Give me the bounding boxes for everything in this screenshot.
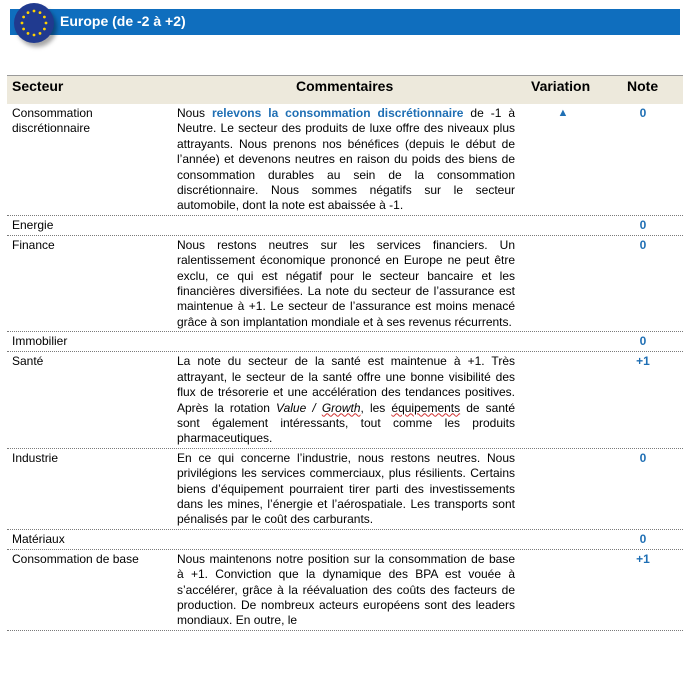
sector-name: Santé bbox=[12, 354, 44, 369]
sector-comment bbox=[177, 332, 515, 351]
sector-note: +1 bbox=[636, 551, 650, 566]
sector-comment: La note du secteur de la santé est maintenue à +1. Très attrayant, le secteur de la santé offre une bonne visibilité des flux de trésorerie et une accélération des tendances positives. Après la rotation Value / Growth, les équipements de santé sont également intéressants, tout comme les produits pharmaceutiques. bbox=[177, 354, 516, 446]
sector-note: 0 bbox=[639, 450, 647, 465]
eu-flag-icon bbox=[14, 3, 54, 43]
table-row bbox=[7, 530, 683, 550]
sector-name: Immobilier bbox=[12, 334, 68, 349]
table-row bbox=[7, 550, 683, 631]
sector-name: Consommation de base bbox=[12, 551, 139, 566]
sector-name: Industrie bbox=[12, 450, 59, 465]
sector-comment: Nous relevons la consommation discrétionnaire de -1 à Neutre. Le secteur des produits de luxe offre des niveaux plus attrayants. Nous prenons nos bénéfices (depuis le début de l’année) et devenons neutres en raison du poids des biens de consommation durables au sein de la consommation discrétionnaire. Nous sommes négatifs sur le secteur automobile, dont la note est abaissée à -1. bbox=[177, 106, 515, 213]
sector-name: Energie bbox=[12, 217, 54, 232]
sector-note: +1 bbox=[636, 354, 650, 369]
sector-comment: Nous restons neutres sur les services financiers. Un ralentissement économique prononcé en Europe ne peut être exclu, ce qui est négatif pour le secteur bancaire et les financières diversifiées. La note du secteur de l’assurance est maintenue à +1. Le secteur de l’assurance est moins menacé grâce à son implantation mondiale et à ses revenus récurrents. bbox=[177, 237, 515, 329]
header-note: Note bbox=[627, 78, 659, 94]
page-title: Europe (de -2 à +2) bbox=[60, 13, 186, 29]
table-row bbox=[7, 449, 683, 530]
sector-name: Matériaux bbox=[12, 531, 65, 546]
table-row bbox=[7, 104, 683, 216]
comment-highlight: relevons la consommation discrétionnaire bbox=[211, 106, 464, 120]
sector-name: Finance bbox=[12, 237, 55, 252]
sector-comment bbox=[177, 530, 515, 549]
header-variation: Variation bbox=[531, 78, 591, 94]
sector-comment: En ce qui concerne l’industrie, nous restons neutres. Nous privilégions les services commerciaux, plus résilients. Certains biens d’équipement pourraient tirer parti des investissements dans les mines, l’énergie et l’aérospatiale. Les transports sont pénalisés par le coût des carburants. bbox=[177, 450, 515, 527]
table-row bbox=[7, 332, 683, 352]
sector-comment: Nous maintenons notre position sur la consommation de base à +1. Conviction que la dynamique des BPA est vouée à s’accélérer, grâce à la réévaluation des coûts des facteurs de production. De nombreux acteurs européens sont des leaders mondiaux. En outre, le bbox=[177, 551, 515, 628]
variation-up-icon: ▲ bbox=[557, 107, 569, 119]
header-sector: Secteur bbox=[12, 78, 64, 94]
sector-comment bbox=[177, 216, 515, 235]
table-row bbox=[7, 216, 683, 236]
sector-note: 0 bbox=[639, 237, 647, 252]
table-row bbox=[7, 236, 683, 332]
header-comments: Commentaires bbox=[296, 78, 394, 94]
sector-table bbox=[7, 104, 683, 631]
sector-note: 0 bbox=[639, 217, 647, 232]
table-header bbox=[7, 75, 683, 104]
sector-name: Consommation discrétionnaire bbox=[12, 106, 93, 136]
sector-note: 0 bbox=[639, 334, 647, 349]
table-row bbox=[7, 352, 683, 448]
sector-note: 0 bbox=[639, 106, 647, 120]
sector-note: 0 bbox=[639, 531, 647, 546]
